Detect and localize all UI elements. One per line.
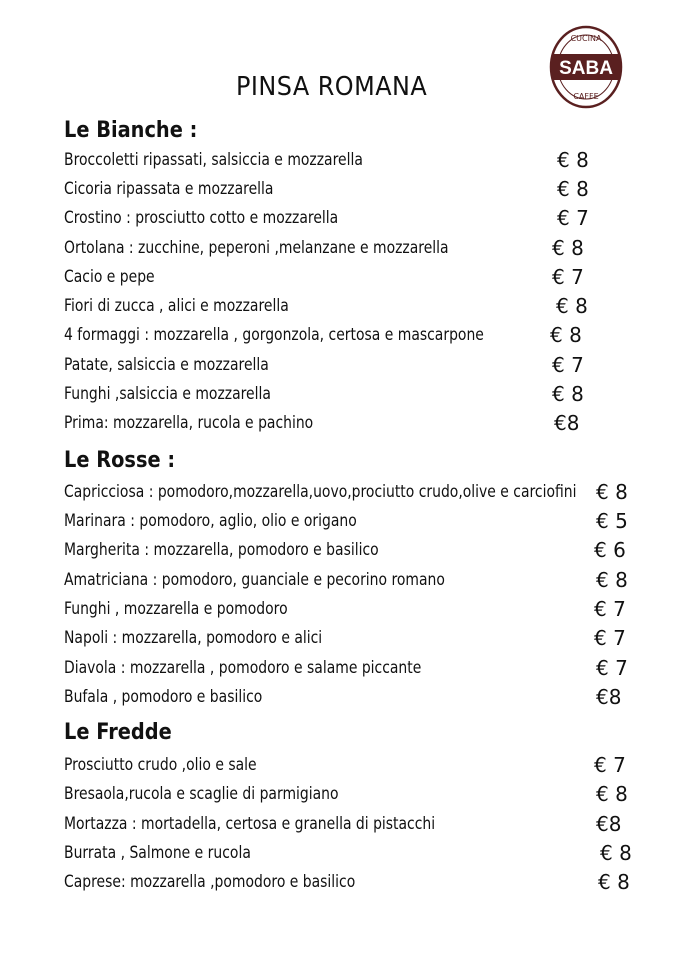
menu-item-price: € 5 [596,509,628,533]
menu-item-name: Funghi , mozzarella e pomodoro [64,599,288,619]
menu-item-price: € 8 [550,323,582,347]
menu-item-name: Patate, salsiccia e mozzarella [64,355,269,375]
menu-item-name: Cicoria ripassata e mozzarella [64,179,274,199]
menu-item-price: € 7 [594,597,626,621]
saba-logo [548,24,624,110]
menu-item-name: Funghi ,salsiccia e mozzarella [64,384,271,404]
menu-item-price: € 8 [596,782,628,806]
section-title-bianche: Le Bianche : [64,118,198,143]
menu-item-price: € 7 [557,206,589,230]
menu-item-name: Marinara : pomodoro, aglio, olio e origano [64,511,357,531]
logo-center-text: SABA [559,58,613,79]
menu-item-price: € 7 [596,656,628,680]
menu-item-name: Prosciutto crudo ,olio e sale [64,755,257,775]
menu-item-price: € 6 [594,538,626,562]
menu-item-name: Cacio e pepe [64,267,155,287]
section-title-rosse: Le Rosse : [64,448,176,473]
menu-item-name: Bresaola,rucola e scaglie di parmigiano [64,784,339,804]
menu-item-price: € 7 [594,626,626,650]
menu-item-price: € 8 [552,382,584,406]
menu-item-price: €8 [596,685,622,709]
menu-item-price: € 7 [594,753,626,777]
menu-item-name: Ortolana : zucchine, peperoni ,melanzane e mozzarella [64,238,449,258]
menu-item-price: € 8 [557,177,589,201]
menu-item-name: Diavola : mozzarella , pomodoro e salame piccante [64,658,422,678]
menu-item-price: €8 [596,812,622,836]
menu-item-price: € 8 [600,841,632,865]
menu-item-price: € 7 [552,265,584,289]
menu-item-name: Burrata , Salmone e rucola [64,843,251,863]
menu-item-name: Napoli : mozzarella, pomodoro e alici [64,628,323,648]
menu-item-name: Capricciosa : pomodoro,mozzarella,uovo,prociutto crudo,olive e carciofini [64,482,577,502]
menu-item-name: Bufala , pomodoro e basilico [64,687,263,707]
menu-item-name: Amatriciana : pomodoro, guanciale e pecorino romano [64,570,445,590]
menu-item-name: 4 formaggi : mozzarella , gorgonzola, certosa e mascarpone [64,325,484,345]
menu-item-price: € 8 [556,294,588,318]
menu-item-name: Mortazza : mortadella, certosa e granella di pistacchi [64,814,436,834]
menu-item-price: € 8 [596,568,628,592]
menu-item-price: € 8 [557,148,589,172]
logo-top-text: CUCINA [570,34,602,43]
menu-item-name: Fiori di zucca , alici e mozzarella [64,296,289,316]
menu-item-price: € 8 [552,236,584,260]
menu-title: PINSA ROMANA [236,72,428,102]
menu-item-price: €8 [554,411,580,435]
menu-item-name: Caprese: mozzarella ,pomodoro e basilico [64,872,356,892]
menu-item-name: Crostino : prosciutto cotto e mozzarella [64,208,339,228]
menu-item-price: € 7 [552,353,584,377]
menu-item-name: Margherita : mozzarella, pomodoro e basilico [64,540,379,560]
menu-item-name: Prima: mozzarella, rucola e pachino [64,413,314,433]
menu-item-name: Broccoletti ripassati, salsiccia e mozzarella [64,150,363,170]
menu-item-price: € 8 [596,480,628,504]
menu-item-price: € 8 [598,870,630,894]
section-title-fredde: Le Fredde [64,720,172,745]
logo-bottom-text: CAFFE [573,92,599,101]
